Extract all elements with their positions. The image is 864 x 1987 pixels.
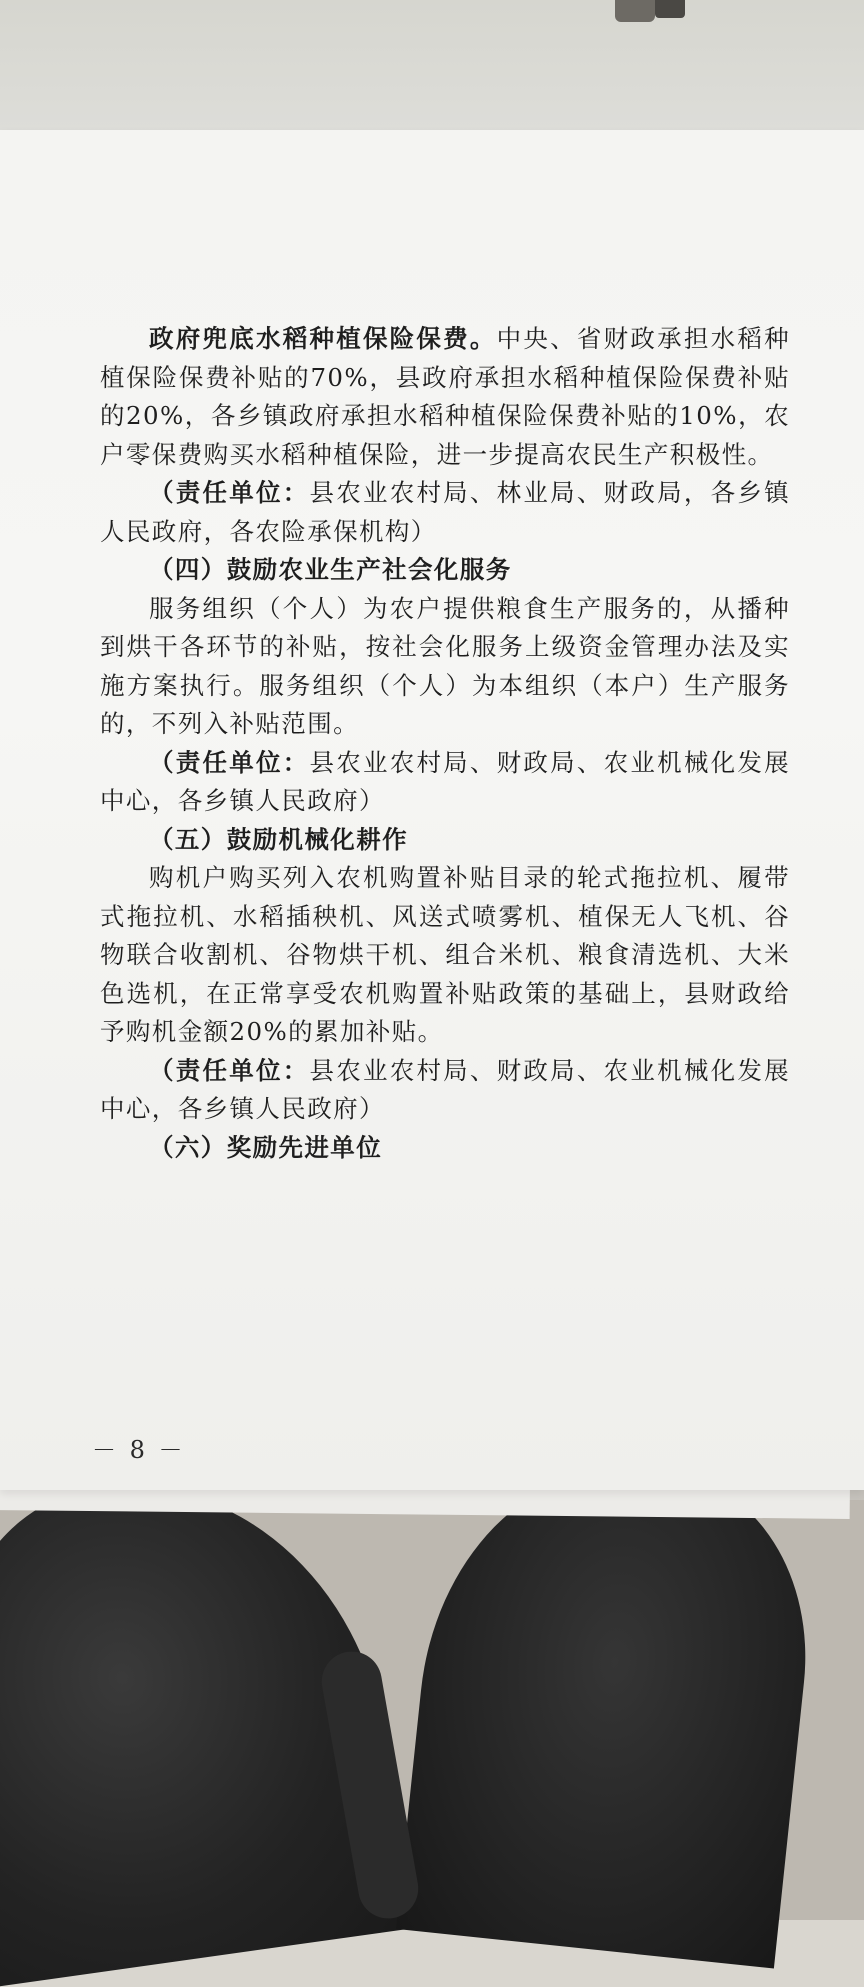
paragraph-text: 服务组织（个人）为农户提供粮食生产服务的，从播种到烘干各环节的补贴，按社会化服务上级资金管理办法及实施方案执行。服务组织（个人）为本组织（本户）生产服务的，不列入补贴范围。: [100, 593, 790, 738]
responsibility-label: （责任单位：: [149, 747, 310, 777]
responsibility-label: （责任单位：: [149, 478, 310, 507]
desk-object-dark: [655, 0, 685, 18]
section-heading: （五）鼓励机械化耕作: [149, 824, 408, 854]
paragraph-text: 购机户购买列入农机购置补贴目录的轮式拖拉机、履带式拖拉机、水稻插秧机、风送式喷雾机、植保无人飞机、谷物联合收割机、谷物烘干机、组合米机、粮食清选机、大米色选机，在正常享受农机购置补贴政策的基础上，县财政给予购机金额20%的累加补贴。: [100, 863, 790, 1046]
responsibility-note: [100, 744, 790, 821]
responsibility-text: 县农业农村局、财政局、农业机械化发展中心，各乡镇人民政府）: [100, 747, 790, 815]
desk-object: [615, 0, 655, 22]
responsibility-text: 县农业农村局、财政局、农业机械化发展中心，各乡镇人民政府）: [100, 1055, 790, 1123]
page-number: － 8 －: [92, 1436, 186, 1464]
responsibility-note: [100, 1052, 790, 1129]
section-heading: （六）奖励先进单位: [149, 1132, 383, 1162]
responsibility-text: 县农业农村局、林业局、财政局，各乡镇人民政府，各农险承保机构）: [100, 478, 790, 546]
paragraph-lead: 政府兜底水稻种植保险保费。: [149, 324, 497, 353]
table-surface: [0, 0, 864, 150]
responsibility-note: [100, 474, 790, 551]
document-page: [0, 130, 864, 1490]
paragraph-services: [100, 590, 790, 744]
section-heading: （四）鼓励农业生产社会化服务: [149, 555, 512, 584]
paragraph-insurance: [100, 320, 790, 474]
paragraph-machinery: [100, 859, 790, 1052]
responsibility-label: （责任单位：: [149, 1055, 310, 1085]
document-body: [100, 320, 790, 1167]
paragraph-text: 中央、省财政承担水稻种植保险保费补贴的70%，县政府承担水稻种植保险保费补贴的20%，各乡镇政府承担水稻种植保险保费补贴的10%，农户零保费购买水稻种植保险，进一步提高农民生产积极性。: [100, 324, 791, 469]
